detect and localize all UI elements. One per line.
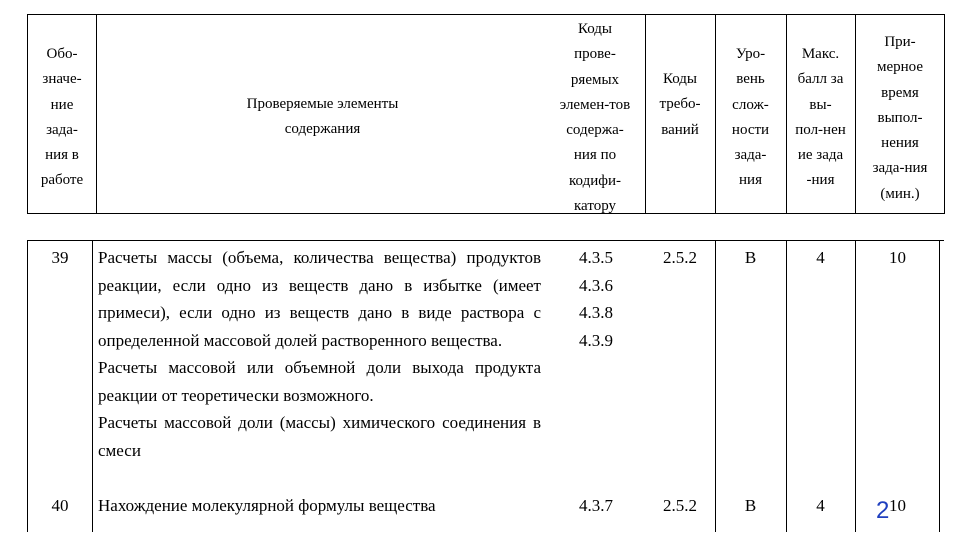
row-elements-text: [98, 492, 541, 520]
element-paragraph: Расчеты массы (объема, количества вещества) продуктов реакции, если одно из веществ дано в избытке (имеет примеси), если одно из веществ дано в виде раствора с определенной массовой долей растворенного вещества.: [98, 248, 541, 350]
row-approx-time: 10: [889, 248, 906, 267]
element-paragraph: Расчеты массовой доли (массы) химического соединения в смеси: [98, 413, 541, 460]
header-checked-elements: Проверяемые элементы содержания: [246, 96, 399, 138]
header-element-codes: Коды прове- ряемых элемен-тов содержа- ния по кодифи- катору: [559, 21, 631, 215]
row-approx-time: 10: [889, 496, 906, 515]
header-bottom-border: [27, 213, 944, 214]
header-top-border: [27, 14, 944, 15]
column-divider: [92, 240, 93, 532]
row-element-codes: 4.3.7: [579, 496, 613, 515]
column-divider: [27, 240, 28, 532]
row-difficulty-level: В: [744, 496, 757, 515]
row-element-codes: 4.3.5 4.3.6 4.3.8 4.3.9: [579, 248, 613, 350]
body-top-border: [27, 240, 944, 241]
column-divider: [855, 240, 856, 532]
header-difficulty-level: Уро- вень слож- ности зада- ния: [731, 46, 770, 189]
row-difficulty-level: В: [744, 248, 757, 267]
row-max-score: 4: [816, 248, 825, 267]
row-number: 40: [51, 496, 69, 515]
header-max-score: Макс. балл за вы- пол-нен ие зада -ния: [795, 46, 846, 189]
column-divider: [715, 240, 716, 532]
header-approx-time: При- мерное время выпол- нения зада-ния (мин.): [872, 34, 928, 202]
column-divider: [944, 14, 945, 214]
row-elements-text: [98, 244, 541, 464]
row-requirement-codes: 2.5.2: [663, 496, 697, 515]
row-requirement-codes: 2.5.2: [663, 248, 697, 267]
header-designation: Обо- значе- ние зада- ния в работе: [40, 46, 84, 189]
element-paragraph: Нахождение молекулярной формулы вещества: [98, 496, 436, 515]
row-max-score: 4: [816, 496, 825, 515]
header-requirement-codes: Коды требо- ваний: [659, 71, 701, 138]
element-paragraph: Расчеты массовой или объемной доли выхода продукта реакции от теоретически возможного.: [98, 358, 541, 405]
column-divider: [786, 240, 787, 532]
row-number: 39: [51, 248, 69, 267]
column-divider: [939, 240, 940, 532]
slide-number: 2: [876, 497, 890, 524]
column-divider: [96, 14, 97, 214]
